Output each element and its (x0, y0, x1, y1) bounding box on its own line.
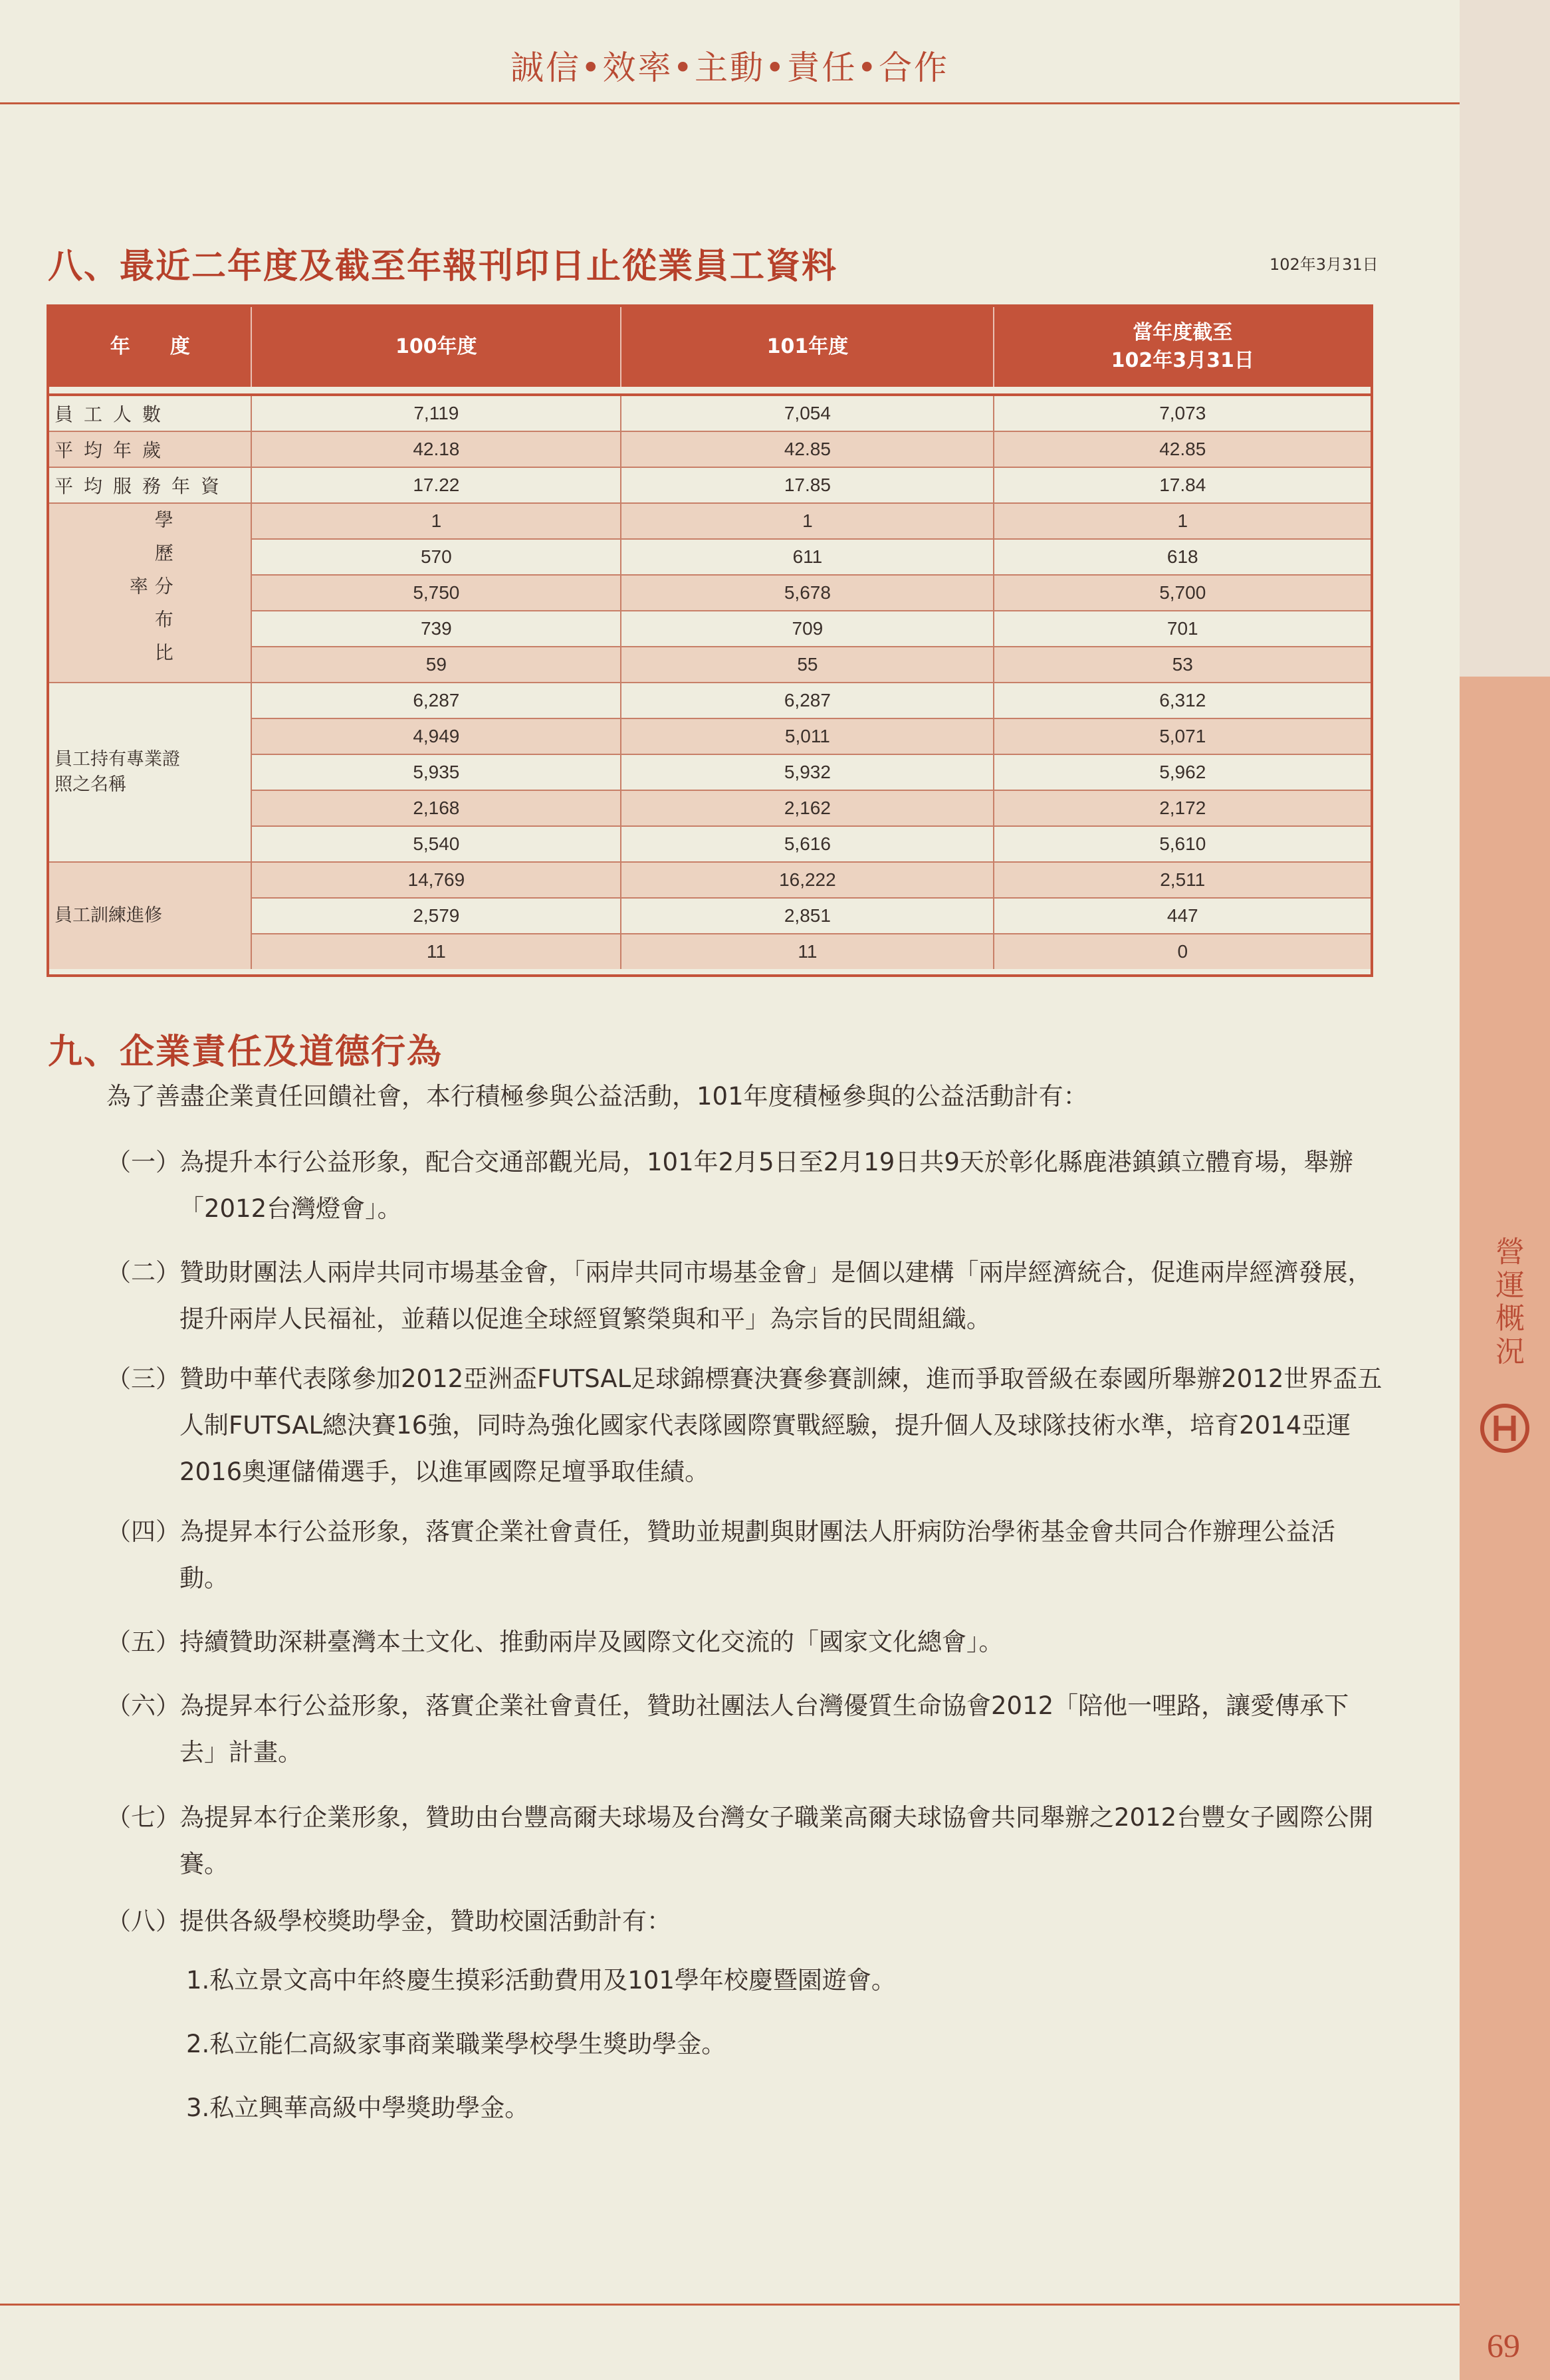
activity-item-text: 為提昇本行企業形象，贊助由台豐高爾夫球場及台灣女子職業高爾夫球協會共同舉辦之2012台豐女子國際公開賽。 (179, 1803, 1374, 1878)
activity-item (106, 1794, 1383, 1888)
header-100: 100年度 (251, 307, 621, 387)
value-cell: 701 (994, 611, 1371, 647)
value-cell: 611 (621, 539, 994, 575)
value-cell: 17.85 (621, 467, 994, 503)
activity-item-text: 為提昇本行公益形象，落實企業社會責任，贊助社團法人台灣優質生命協會2012「陪他一哩路，讓愛傳承下去」計畫。 (179, 1691, 1349, 1767)
activity-item-number: （五） (106, 1628, 180, 1656)
activity-item (106, 1683, 1383, 1776)
activity-item (106, 1619, 1383, 1666)
activity-item-number: （一） (106, 1148, 180, 1176)
value-cell: 7,119 (251, 395, 621, 431)
group-label: 員工持有專業證照之名稱 (55, 749, 180, 795)
subitem: 3.私立興華高級中學獎助學金。 (186, 2094, 530, 2122)
header-motto: 誠信•效率•主動•責任•合作 (510, 49, 949, 87)
bank-logo-icon (1479, 1402, 1531, 1454)
table-row (49, 503, 1371, 539)
activity-item-number: （八） (106, 1907, 180, 1935)
value-cell: 5,540 (251, 826, 621, 862)
group-label-cell (49, 862, 251, 969)
value-cell: 2,579 (251, 898, 621, 934)
value-cell: 7,073 (994, 395, 1371, 431)
table-header-row (49, 307, 1371, 387)
activity-item (106, 1509, 1383, 1602)
value-cell: 1 (251, 503, 621, 539)
footer-rule (0, 2304, 1460, 2306)
activity-item-number: （三） (106, 1364, 180, 1393)
value-cell: 5,678 (621, 575, 994, 611)
row-label: 平均年歲 (49, 431, 251, 467)
activity-item-text: 為提升本行公益形象，配合交通部觀光局，101年2月5日至2月19日共9天於彰化縣鹿港鎮鎮立體育場，舉辦「2012台灣燈會」。 (179, 1148, 1353, 1223)
value-cell: 618 (994, 539, 1371, 575)
header-current-line1: 當年度截至 (1133, 321, 1233, 344)
header-current-line2: 102年3月31日 (1111, 349, 1254, 372)
value-cell: 5,610 (994, 826, 1371, 862)
value-cell: 5,932 (621, 754, 994, 790)
value-cell: 709 (621, 611, 994, 647)
value-cell: 42.18 (251, 431, 621, 467)
value-cell: 447 (994, 898, 1371, 934)
group-label: 員工訓練進修 (55, 905, 162, 926)
value-cell: 5,750 (251, 575, 621, 611)
value-cell: 5,616 (621, 826, 994, 862)
activity-item-text: 持續贊助深耕臺灣本土文化、推動兩岸及國際文化交流的「國家文化總會」。 (179, 1628, 1004, 1656)
table-row (49, 431, 1371, 467)
value-cell: 2,168 (251, 790, 621, 826)
activity-item-number: （四） (106, 1517, 180, 1546)
table-row (49, 467, 1371, 503)
value-cell: 2,511 (994, 862, 1371, 898)
value-cell: 1 (994, 503, 1371, 539)
header-year: 年 度 (49, 307, 251, 387)
activity-item-text: 贊助中華代表隊參加2012亞洲盃FUTSAL足球錦標賽決賽參賽訓練，進而爭取晉級在泰國所舉辦2012世界盃五人制FUTSAL總決賽16強，同時為強化國家代表隊國際實戰經驗，提升個人及球隊技術水準，培育2014亞運2016奧運儲備選手，以進軍國際足壇爭取佳績。 (179, 1364, 1383, 1486)
value-cell: 42.85 (621, 431, 994, 467)
value-cell: 2,172 (994, 790, 1371, 826)
table-spacer (49, 387, 1371, 395)
group-label-cell (49, 503, 251, 683)
activity-item-text: 為提昇本行公益形象，落實企業社會責任，贊助並規劃與財團法人肝病防治學術基金會共同合作辦理公益活動。 (179, 1517, 1335, 1592)
value-cell: 5,935 (251, 754, 621, 790)
activity-item-text: 贊助財團法人兩岸共同市場基金會，「兩岸共同市場基金會」是個以建構「兩岸經濟統合，促進兩岸經濟發展，提升兩岸人民福祉，並藉以促進全球經貿繁榮與和平」為宗旨的民間組織。 (179, 1258, 1373, 1333)
employee-data-table (47, 304, 1373, 977)
value-cell: 16,222 (621, 862, 994, 898)
activity-item (106, 1356, 1383, 1495)
value-cell: 6,287 (621, 683, 994, 718)
value-cell: 0 (994, 934, 1371, 969)
value-cell: 5,011 (621, 718, 994, 754)
value-cell: 2,851 (621, 898, 994, 934)
value-cell: 17.84 (994, 467, 1371, 503)
value-cell: 55 (621, 647, 994, 683)
activity-item-number: （七） (106, 1803, 180, 1832)
activity-item (106, 1898, 1383, 1945)
value-cell: 5,700 (994, 575, 1371, 611)
value-cell: 17.22 (251, 467, 621, 503)
value-cell: 6,287 (251, 683, 621, 718)
header-101: 101年度 (621, 307, 994, 387)
value-cell: 1 (621, 503, 994, 539)
subitem: 1.私立景文高中年終慶生摸彩活動費用及101學年校慶暨園遊會。 (186, 1966, 896, 1995)
value-cell: 11 (251, 934, 621, 969)
row-label: 員工人數 (49, 395, 251, 431)
value-cell: 59 (251, 647, 621, 683)
value-cell: 42.85 (994, 431, 1371, 467)
spacer-cell (49, 387, 1371, 395)
sidebar-section-label: 營運概況 (1490, 1236, 1524, 1369)
activity-item (106, 1139, 1383, 1232)
as-of-date: 102年3月31日 (1270, 255, 1379, 274)
value-cell: 5,962 (994, 754, 1371, 790)
page-number: 69 (1487, 2327, 1520, 2364)
value-cell: 4,949 (251, 718, 621, 754)
header-rule (0, 102, 1460, 104)
value-cell: 14,769 (251, 862, 621, 898)
subitem: 2.私立能仁高級家事商業職業學校學生獎助學金。 (186, 2030, 726, 2058)
value-cell: 7,054 (621, 395, 994, 431)
activity-item-number: （二） (106, 1258, 180, 1287)
value-cell: 53 (994, 647, 1371, 683)
value-cell: 5,071 (994, 718, 1371, 754)
group-label: 學歷分布比率 (126, 510, 174, 676)
value-cell: 739 (251, 611, 621, 647)
table-row (49, 862, 1371, 898)
value-cell: 570 (251, 539, 621, 575)
value-cell: 6,312 (994, 683, 1371, 718)
value-cell: 2,162 (621, 790, 994, 826)
table-row (49, 683, 1371, 718)
row-label: 平均服務年資 (49, 467, 251, 503)
section-9-intro: 為了善盡企業責任回饋社會，本行積極參與公益活動，101年度積極參與的公益活動計有： (106, 1082, 1088, 1111)
section-8-title: 八、最近二年度及截至年報刊印日止從業員工資料 (48, 247, 838, 286)
table-row (49, 395, 1371, 431)
section-9-title: 九、企業責任及道德行為 (48, 1032, 443, 1072)
activity-item-text: 提供各級學校獎助學金，贊助校園活動計有： (179, 1907, 671, 1935)
header-current (994, 307, 1371, 387)
activity-item (106, 1249, 1383, 1343)
group-label-cell (49, 683, 251, 862)
value-cell: 11 (621, 934, 994, 969)
activity-item-number: （六） (106, 1691, 180, 1720)
side-tab (1460, 677, 1550, 2380)
